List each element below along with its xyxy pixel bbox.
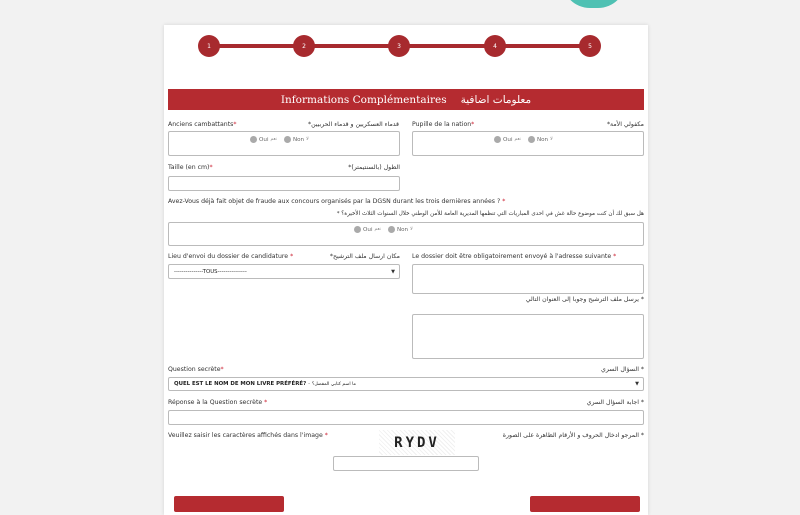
step-5[interactable]: 5 bbox=[579, 35, 601, 57]
anciens-field bbox=[168, 131, 400, 156]
radio-circle[interactable] bbox=[528, 136, 535, 143]
radio-circle[interactable] bbox=[250, 136, 257, 143]
question-label-ar: * السؤال السري bbox=[601, 366, 644, 373]
radio-circle[interactable] bbox=[284, 136, 291, 143]
anciens-label: Anciens cambattants* bbox=[168, 121, 237, 128]
question-select[interactable]: QUEL EST LE NOM DE MON LIVRE PRÉFÉRÉ? - ما اسم كتابي المفضل؟ ▼ bbox=[168, 377, 644, 391]
chevron-down-icon: ▼ bbox=[391, 268, 395, 275]
step-3[interactable]: 3 bbox=[388, 35, 410, 57]
taille-label: Taille (en cm)* bbox=[168, 164, 213, 171]
form-card bbox=[164, 25, 648, 515]
section-title-ar: معلومات اضافية bbox=[460, 93, 532, 106]
step-1[interactable]: 1 bbox=[198, 35, 220, 57]
lieu-label: Lieu d'envoi du dossier de candidature * bbox=[168, 253, 294, 260]
pupille-field bbox=[412, 131, 644, 156]
anciens-radios bbox=[250, 136, 316, 143]
pupille-label: Pupille de la nation* bbox=[412, 121, 475, 128]
adresse-textarea-ar[interactable] bbox=[412, 314, 644, 359]
section-title-fr: Informations Complémentaires bbox=[280, 93, 447, 106]
pupille-radios bbox=[494, 136, 560, 143]
anciens-non[interactable]: Non لا bbox=[284, 136, 309, 143]
radio-circle[interactable] bbox=[354, 226, 361, 233]
taille-label-ar: الطول (بالسنتيمتر)* bbox=[348, 164, 400, 171]
reponse-label: Réponse à la Question secrète * bbox=[168, 399, 268, 406]
lieu-select[interactable]: ---------------TOUS--------------- ▼ bbox=[168, 264, 400, 279]
fraude-label-ar: هل سبق لك أن كنت موضوع حالة غش في احدى المباريات التي تنظمها المديرية العامة للأمن الوطني خلال السنوات الثلاث الأخيرة؟ * bbox=[336, 211, 644, 217]
chevron-down-icon: ▼ bbox=[635, 381, 639, 387]
captcha-label-ar: * المرجو ادخال الحروف و الأرقام الظاهرة على الصورة bbox=[502, 432, 644, 439]
reponse-label-ar: * اجابة السؤال السري bbox=[586, 399, 644, 406]
adresse-label: Le dossier doit être obligatoirement envoyé à l'adresse suivante * bbox=[412, 253, 617, 260]
lieu-label-ar: مكان ارسال ملف الترشيح* bbox=[329, 253, 400, 260]
pupille-oui[interactable]: Oui نعم bbox=[494, 136, 521, 143]
adresse-textarea-fr[interactable] bbox=[412, 264, 644, 294]
previous-button[interactable] bbox=[174, 496, 284, 512]
section-header bbox=[168, 89, 644, 110]
radio-circle[interactable] bbox=[388, 226, 395, 233]
captcha-label: Veuillez saisir les caractères affichés dans l'image * bbox=[168, 432, 328, 439]
anciens-label-ar: قدماء العسكريين و قدماء الحربيين* bbox=[308, 121, 399, 128]
step-4[interactable]: 4 bbox=[484, 35, 506, 57]
fraude-non[interactable]: Non لا bbox=[388, 226, 413, 233]
question-label: Question secrète* bbox=[168, 366, 224, 373]
pupille-non[interactable]: Non لا bbox=[528, 136, 553, 143]
pupille-label-ar: مكفولي الأمة* bbox=[606, 121, 644, 128]
taille-input[interactable] bbox=[168, 176, 400, 191]
anciens-oui[interactable]: Oui نعم bbox=[250, 136, 277, 143]
reponse-input[interactable] bbox=[168, 410, 644, 425]
logo-partial bbox=[562, 0, 626, 8]
fraude-label: Avez-Vous déjà fait objet de fraude aux concours organisés par la DGSN durant les trois dernières années ? * bbox=[168, 198, 506, 205]
step-2[interactable]: 2 bbox=[293, 35, 315, 57]
progress-stepper bbox=[164, 25, 648, 75]
captcha-image: RYDV bbox=[379, 430, 455, 455]
captcha-input[interactable] bbox=[333, 456, 479, 471]
radio-circle[interactable] bbox=[494, 136, 501, 143]
fraude-oui[interactable]: Oui نعم bbox=[354, 226, 381, 233]
fraude-radios bbox=[354, 226, 420, 233]
adresse-label-ar: * يرسل ملف الترشيح وجوبا إلى العنوان التالي bbox=[525, 296, 644, 303]
next-button[interactable] bbox=[530, 496, 640, 512]
